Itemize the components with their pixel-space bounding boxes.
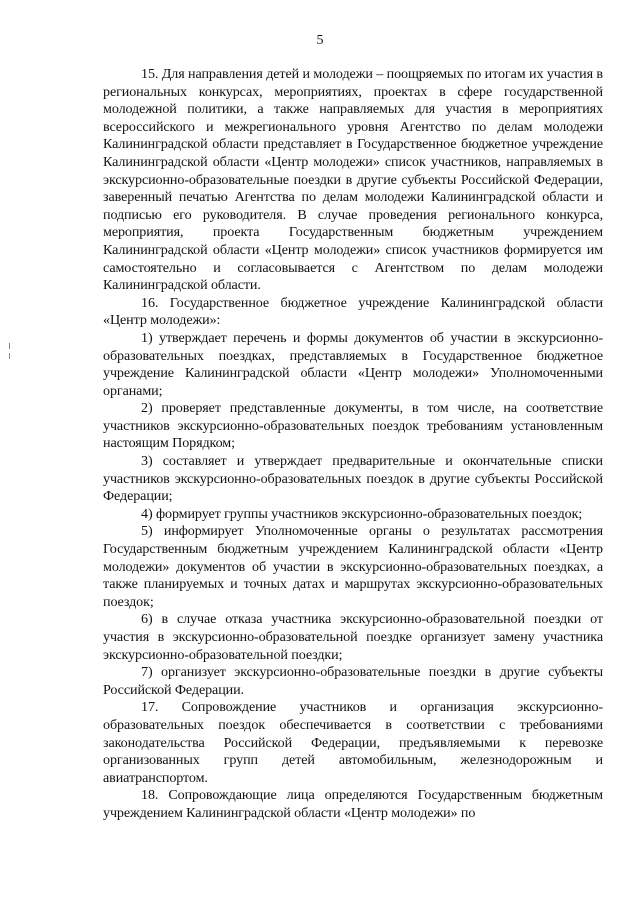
list-item-7: 7) организует экскурсионно-образовательные поездки в другие субъекты Российской Федерации. [103, 664, 603, 698]
list-item-6: 6) в случае отказа участника экскурсионно-образовательной поездки от участия в экскурсионно-образовательной поездке организует замену участника экскурсионно-образовательной поездки; [103, 611, 603, 663]
page-number: 5 [316, 33, 324, 48]
paragraph-17: 17. Сопровождение участников и организация экскурсионно-образовательных поездок обеспечивается в соответствии с требованиями законодательства Российской Федерации, предъявляемыми к перевозке организованных групп детей автомобильным, железнодорожным и авиатранспортом. [103, 699, 603, 786]
list-item-2: 2) проверяет представленные документы, в том числе, на соответствие участников экскурсионно-образовательных поездок требованиям установленным настоящим Порядком; [103, 400, 603, 452]
list-item-4: 4) формирует группы участников экскурсионно-образовательных поездок; [141, 505, 583, 522]
document-body [103, 66, 603, 823]
paragraph-16: 16. Государственное бюджетное учреждение Калининградской области «Центр молодежи»: [103, 294, 603, 329]
margin-mark [9, 343, 10, 349]
paragraph-18: 18. Сопровождающие лица определяются Государственным бюджетным учреждением Калининградской области «Центр молодежи» по [103, 787, 603, 821]
paragraph-15: 15. Для направления детей и молодежи – поощряемых по итогам их участия в региональных конкурсах, мероприятиях, проектах в сфере государственной молодежной политики, а также направляемых для участия в мероприятиях всероссийского и межрегионального уровня Агентство по делам молодежи Калининградской области представляет в Государственное бюджетное учреждение Калининградской области «Центр молодежи» список участников, направляемых в экскурсионно-образовательные поездки в другие субъекты Российской Федерации, заверенный печатью Агентства по делам молодежи Калининградской области и подписью его руководителя. В случае проведения регионального конкурса, мероприятия, проекта Государственным бюджетным учреждением Калининградской области «Центр молодежи» список участников формируется им самостоятельно и согласовывается с Агентством по делам молодежи Калининградской области. [103, 66, 603, 294]
list-item-5: 5) информирует Уполномоченные органы о результатах рассмотрения Государственным бюджетным учреждением Калининградской области «Центр молодежи» документов об участии в экскурсионно-образовательных поездках, а также планируемых и точных датах и маршрутах экскурсионно-образовательных поездок; [103, 523, 603, 610]
list-item-3: 3) составляет и утверждает предварительные и окончательные списки участников экскурсионно-образовательных поездок в другие субъекты Российской Федерации; [103, 453, 603, 505]
list-item-1: 1) утверждает перечень и формы документов об участии в экскурсионно-образовательных поездках, представляемых в Государственное бюджетное учреждение Калининградской области «Центр молодежи» Уполномоченными органами; [103, 329, 603, 399]
margin-mark [9, 353, 10, 359]
